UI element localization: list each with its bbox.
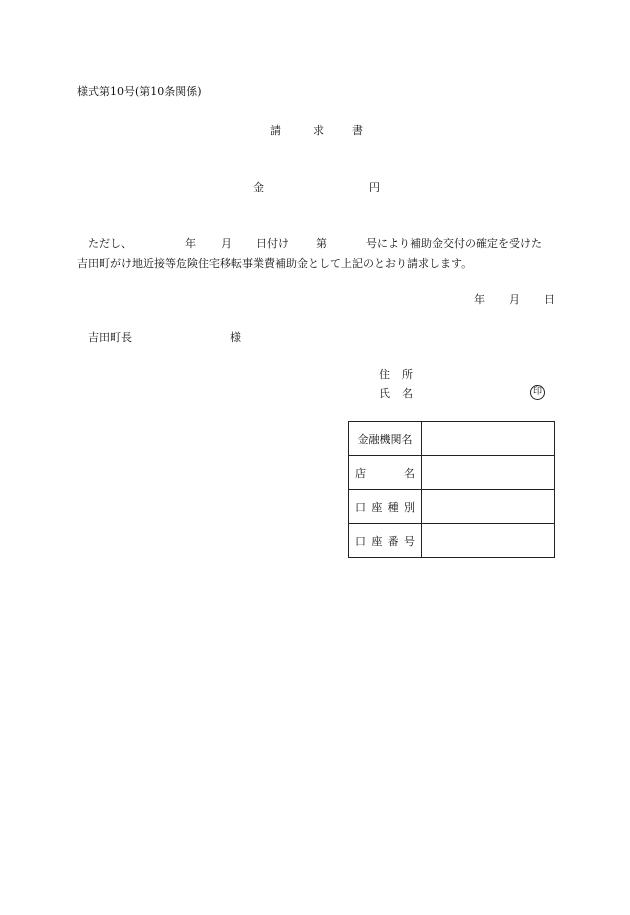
bank-name-label [349, 422, 422, 456]
title-char: 書 [352, 124, 363, 137]
account-number-field[interactable] [422, 524, 555, 558]
address-label-char: 住 [379, 368, 390, 381]
body-dai: 第 [316, 237, 327, 250]
body-month: 月 [221, 237, 232, 250]
table-row [349, 490, 555, 524]
label-text: 金融機関名 [357, 432, 413, 446]
name-label-char: 氏 [379, 387, 390, 400]
label-char: 座 [371, 534, 383, 548]
form-number: 様式第10号(第10条関係) [77, 85, 202, 98]
account-number-label [349, 524, 422, 558]
date-day: 日 [544, 293, 555, 306]
body-day: 日付け [256, 237, 289, 250]
table-row [349, 422, 555, 456]
title-char: 請 [270, 124, 281, 137]
amount-prefix: 金 [253, 181, 264, 194]
account-type-label [349, 490, 422, 524]
date-month: 月 [509, 293, 520, 306]
body-line2: 吉田町がけ地近接等危険住宅移転事業費補助金として上記のとおり請求します。 [77, 257, 473, 270]
address-label-char: 所 [402, 368, 413, 381]
table-row [349, 456, 555, 490]
table-row [349, 524, 555, 558]
label-char: 名 [404, 466, 415, 480]
label-char: 口 [355, 534, 366, 548]
addressee-honorific: 様 [230, 331, 241, 344]
bank-name-field[interactable] [422, 422, 555, 456]
date-year: 年 [474, 293, 485, 306]
label-char: 番 [387, 534, 399, 548]
body-tadashi: ただし、 [88, 237, 132, 250]
label-char: 号 [403, 534, 415, 548]
account-type-field[interactable] [422, 490, 555, 524]
branch-name-label [349, 456, 422, 490]
label-char: 店 [355, 466, 366, 480]
amount-suffix: 円 [369, 181, 380, 194]
bank-account-table [348, 421, 555, 558]
label-char: 口 [355, 500, 366, 514]
seal-icon: 印 [530, 385, 545, 400]
label-char: 座 [371, 500, 383, 514]
body-year: 年 [185, 237, 196, 250]
label-char: 別 [403, 500, 415, 514]
title-char: 求 [313, 124, 324, 137]
name-label-char: 名 [402, 387, 413, 400]
branch-name-field[interactable] [422, 456, 555, 490]
label-char: 種 [387, 500, 399, 514]
body-line1-rest: 号により補助金交付の確定を受けた [366, 237, 542, 250]
addressee-name: 吉田町長 [88, 331, 132, 344]
